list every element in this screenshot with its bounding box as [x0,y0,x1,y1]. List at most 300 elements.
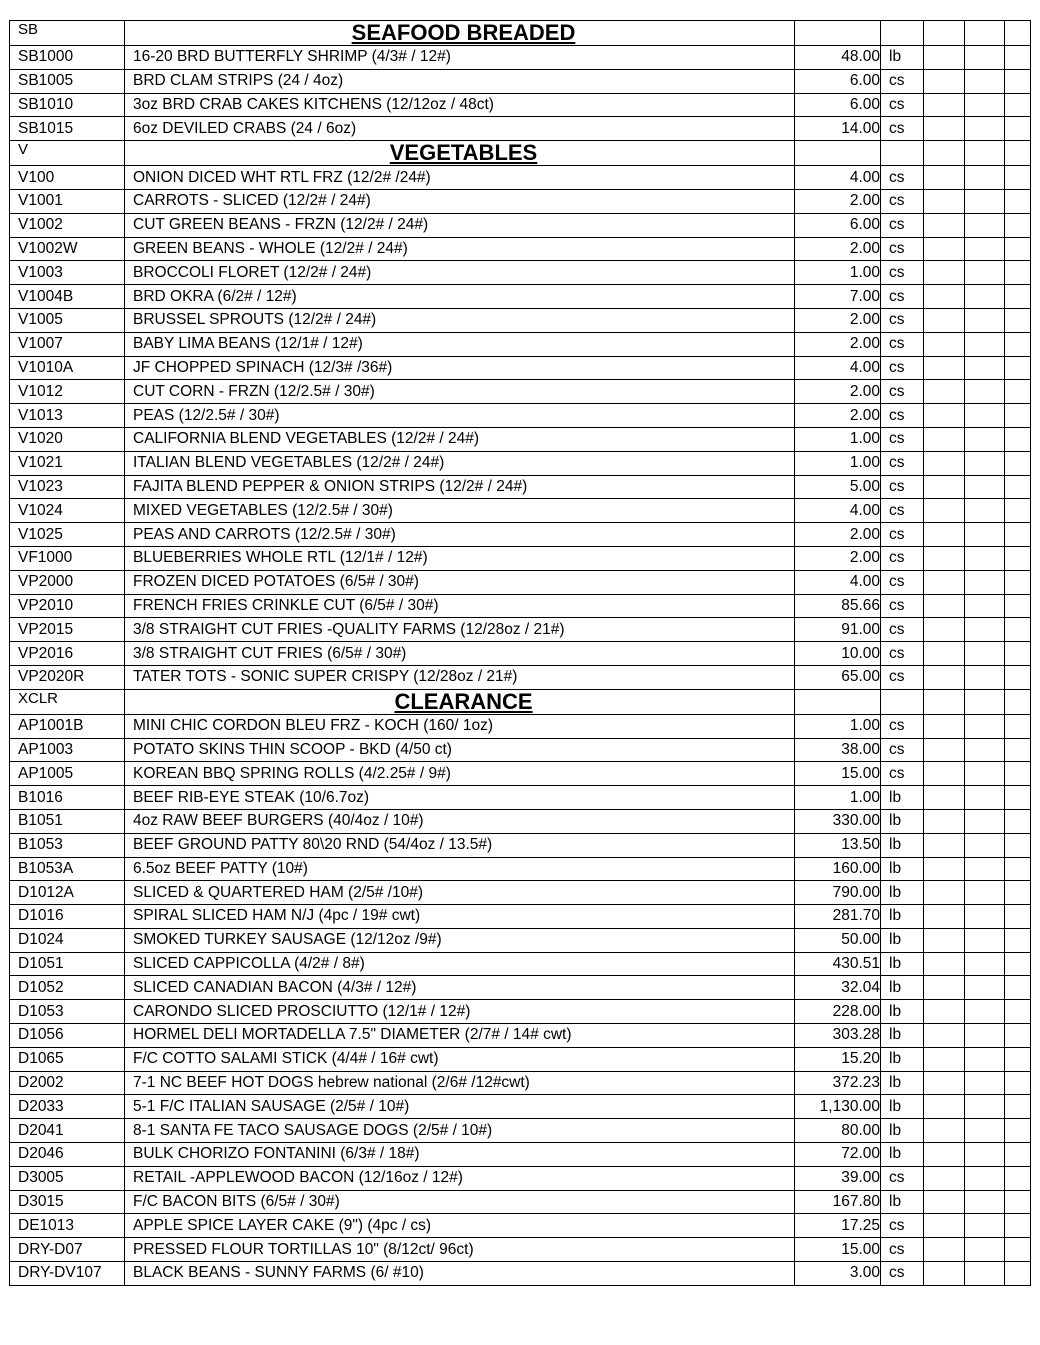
extra-column-2-cell [965,1143,1005,1167]
item-unit: cs [881,332,924,356]
item-description: CARONDO SLICED PROSCIUTTO (12/1# / 12#) [125,1000,795,1024]
item-code: V1005 [10,308,125,332]
extra-column-2-cell [965,618,1005,642]
extra-column-1-cell [924,1166,965,1190]
item-code: V1003 [10,261,125,285]
item-description: FROZEN DICED POTATOES (6/5# / 30#) [125,570,795,594]
table-row [10,93,1031,117]
item-description: PEAS (12/2.5# / 30#) [125,404,795,428]
extra-column-3-cell [1005,618,1031,642]
item-price: 38.00 [795,738,881,762]
table-row [10,1000,1031,1024]
item-code: VP2000 [10,570,125,594]
extra-column-3-cell [1005,1190,1031,1214]
item-code: V1001 [10,189,125,213]
table-row [10,881,1031,905]
extra-column-2-cell [965,141,1005,166]
extra-column-1-cell [924,857,965,881]
item-unit: cs [881,665,924,689]
extra-column-3-cell [1005,1024,1031,1048]
item-unit: cs [881,618,924,642]
extra-column-2-cell [965,1166,1005,1190]
item-description: SLICED CANADIAN BACON (4/3# / 12#) [125,976,795,1000]
extra-column-1-cell [924,1000,965,1024]
item-code: D1024 [10,928,125,952]
table-row [10,475,1031,499]
extra-column-3-cell [1005,928,1031,952]
item-price: 1,130.00 [795,1095,881,1119]
extra-column-1-cell [924,189,965,213]
extra-column-3-cell [1005,21,1031,46]
table-row [10,928,1031,952]
table-row [10,738,1031,762]
extra-column-3-cell [1005,69,1031,93]
extra-column-2-cell [965,237,1005,261]
extra-column-3-cell [1005,1071,1031,1095]
extra-column-3-cell [1005,738,1031,762]
item-code: DRY-D07 [10,1238,125,1262]
extra-column-1-cell [924,356,965,380]
item-description: BLUEBERRIES WHOLE RTL (12/1# / 12#) [125,546,795,570]
item-price: 32.04 [795,976,881,1000]
item-description: 3/8 STRAIGHT CUT FRIES -QUALITY FARMS (12/28oz / 21#) [125,618,795,642]
item-code: AP1001B [10,714,125,738]
item-code: V100 [10,166,125,190]
item-description: 5-1 F/C ITALIAN SAUSAGE (2/5# / 10#) [125,1095,795,1119]
item-price: 6.00 [795,93,881,117]
extra-column-1-cell [924,665,965,689]
extra-column-2-cell [965,833,1005,857]
extra-column-3-cell [1005,166,1031,190]
extra-column-2-cell [965,356,1005,380]
item-unit: cs [881,1262,924,1286]
item-unit: cs [881,475,924,499]
item-description: BEEF GROUND PATTY 80\20 RND (54/4oz / 13.5#) [125,833,795,857]
table-row [10,905,1031,929]
table-row [10,665,1031,689]
extra-column-3-cell [1005,546,1031,570]
extra-column-2-cell [965,928,1005,952]
item-code: V1012 [10,380,125,404]
item-description: POTATO SKINS THIN SCOOP - BKD (4/50 ct) [125,738,795,762]
extra-column-2-cell [965,427,1005,451]
extra-column-1-cell [924,1071,965,1095]
extra-column-3-cell [1005,117,1031,141]
extra-column-1-cell [924,618,965,642]
table-row [10,1119,1031,1143]
extra-column-1-cell [924,1119,965,1143]
item-description: BABY LIMA BEANS (12/1# / 12#) [125,332,795,356]
item-code: SB1005 [10,69,125,93]
item-price: 2.00 [795,404,881,428]
extra-column-1-cell [924,881,965,905]
item-price: 790.00 [795,881,881,905]
table-row [10,1143,1031,1167]
table-row [10,1190,1031,1214]
table-row [10,1238,1031,1262]
extra-column-2-cell [965,308,1005,332]
table-row [10,570,1031,594]
extra-column-3-cell [1005,93,1031,117]
item-price: 15.00 [795,1238,881,1262]
extra-column-2-cell [965,762,1005,786]
extra-column-3-cell [1005,380,1031,404]
extra-column-2-cell [965,714,1005,738]
item-description: SPIRAL SLICED HAM N/J (4pc / 19# cwt) [125,905,795,929]
item-unit: lb [881,905,924,929]
extra-column-3-cell [1005,499,1031,523]
extra-column-1-cell [924,689,965,714]
item-price: 2.00 [795,237,881,261]
item-price: 1.00 [795,451,881,475]
extra-column-3-cell [1005,809,1031,833]
item-description: 6.5oz BEEF PATTY (10#) [125,857,795,881]
extra-column-3-cell [1005,427,1031,451]
extra-column-1-cell [924,285,965,309]
item-unit: cs [881,714,924,738]
item-unit: cs [881,166,924,190]
item-code: D2033 [10,1095,125,1119]
extra-column-3-cell [1005,833,1031,857]
item-unit: lb [881,786,924,810]
item-description: 3/8 STRAIGHT CUT FRIES (6/5# / 30#) [125,642,795,666]
extra-column-2-cell [965,1024,1005,1048]
item-description: BROCCOLI FLORET (12/2# / 24#) [125,261,795,285]
table-row [10,1024,1031,1048]
item-code: D1056 [10,1024,125,1048]
section-title: VEGETABLES [125,141,795,166]
table-row [10,546,1031,570]
item-unit: cs [881,738,924,762]
extra-column-1-cell [924,141,965,166]
extra-column-1-cell [924,427,965,451]
extra-column-1-cell [924,952,965,976]
item-unit: lb [881,1071,924,1095]
extra-column-2-cell [965,189,1005,213]
extra-column-3-cell [1005,642,1031,666]
item-code: D3005 [10,1166,125,1190]
item-code: V1025 [10,523,125,547]
item-code: B1051 [10,809,125,833]
item-price: 10.00 [795,642,881,666]
extra-column-2-cell [965,570,1005,594]
item-description: 7-1 NC BEEF HOT DOGS hebrew national (2/6# /12#cwt) [125,1071,795,1095]
item-price: 2.00 [795,189,881,213]
table-row [10,189,1031,213]
item-code: V1002W [10,237,125,261]
item-unit: lb [881,928,924,952]
extra-column-3-cell [1005,261,1031,285]
item-code: VP2020R [10,665,125,689]
item-code: SB1010 [10,93,125,117]
extra-column-2-cell [965,451,1005,475]
item-price: 228.00 [795,1000,881,1024]
item-description: CARROTS - SLICED (12/2# / 24#) [125,189,795,213]
item-code: V1007 [10,332,125,356]
extra-column-1-cell [924,166,965,190]
item-unit: cs [881,594,924,618]
extra-column-2-cell [965,786,1005,810]
item-unit: cs [881,261,924,285]
extra-column-1-cell [924,976,965,1000]
extra-column-3-cell [1005,857,1031,881]
extra-column-1-cell [924,738,965,762]
item-description: FAJITA BLEND PEPPER & ONION STRIPS (12/2# / 24#) [125,475,795,499]
extra-column-3-cell [1005,1143,1031,1167]
extra-column-1-cell [924,786,965,810]
item-unit: cs [881,237,924,261]
item-unit: cs [881,427,924,451]
extra-column-2-cell [965,21,1005,46]
extra-column-3-cell [1005,976,1031,1000]
table-row [10,1214,1031,1238]
item-unit: lb [881,881,924,905]
item-price: 1.00 [795,786,881,810]
item-code: V1002 [10,213,125,237]
item-price: 430.51 [795,952,881,976]
item-price: 80.00 [795,1119,881,1143]
item-description: 16-20 BRD BUTTERFLY SHRIMP (4/3# / 12#) [125,46,795,70]
extra-column-2-cell [965,332,1005,356]
extra-column-1-cell [924,546,965,570]
extra-column-1-cell [924,117,965,141]
item-unit: cs [881,546,924,570]
item-price: 72.00 [795,1143,881,1167]
extra-column-2-cell [965,380,1005,404]
extra-column-3-cell [1005,213,1031,237]
item-price: 6.00 [795,69,881,93]
item-code: D1053 [10,1000,125,1024]
extra-column-1-cell [924,594,965,618]
item-unit: lb [881,952,924,976]
item-unit: cs [881,285,924,309]
extra-column-2-cell [965,117,1005,141]
item-price: 65.00 [795,665,881,689]
extra-column-3-cell [1005,1047,1031,1071]
item-code: D1065 [10,1047,125,1071]
table-row [10,762,1031,786]
item-price: 2.00 [795,380,881,404]
extra-column-2-cell [965,881,1005,905]
extra-column-2-cell [965,594,1005,618]
table-row [10,285,1031,309]
item-code: B1053 [10,833,125,857]
item-description: GREEN BEANS - WHOLE (12/2# / 24#) [125,237,795,261]
item-description: ITALIAN BLEND VEGETABLES (12/2# / 24#) [125,451,795,475]
item-code: V1004B [10,285,125,309]
item-description: CUT GREEN BEANS - FRZN (12/2# / 24#) [125,213,795,237]
item-unit: lb [881,1047,924,1071]
extra-column-1-cell [924,21,965,46]
extra-column-2-cell [965,738,1005,762]
unit-cell [881,21,924,46]
extra-column-2-cell [965,1047,1005,1071]
extra-column-1-cell [924,642,965,666]
extra-column-3-cell [1005,404,1031,428]
item-description: SLICED CAPPICOLLA (4/2# / 8#) [125,952,795,976]
price-cell [795,21,881,46]
extra-column-2-cell [965,213,1005,237]
extra-column-3-cell [1005,762,1031,786]
item-unit: cs [881,404,924,428]
table-row [10,380,1031,404]
item-code: D2002 [10,1071,125,1095]
item-price: 5.00 [795,475,881,499]
extra-column-2-cell [965,1214,1005,1238]
item-price: 372.23 [795,1071,881,1095]
extra-column-3-cell [1005,475,1031,499]
extra-column-2-cell [965,93,1005,117]
item-unit: cs [881,1238,924,1262]
extra-column-3-cell [1005,1166,1031,1190]
item-price: 15.20 [795,1047,881,1071]
extra-column-3-cell [1005,308,1031,332]
extra-column-2-cell [965,166,1005,190]
item-code: V1010A [10,356,125,380]
extra-column-3-cell [1005,1119,1031,1143]
table-row [10,618,1031,642]
item-price: 6.00 [795,213,881,237]
extra-column-2-cell [965,905,1005,929]
item-code: V1020 [10,427,125,451]
item-code: VF1000 [10,546,125,570]
item-code: B1016 [10,786,125,810]
item-unit: lb [881,1000,924,1024]
item-unit: cs [881,308,924,332]
extra-column-3-cell [1005,1238,1031,1262]
extra-column-1-cell [924,404,965,428]
item-price: 167.80 [795,1190,881,1214]
item-code: D1012A [10,881,125,905]
item-code: VP2015 [10,618,125,642]
extra-column-2-cell [965,642,1005,666]
extra-column-3-cell [1005,189,1031,213]
extra-column-1-cell [924,499,965,523]
extra-column-3-cell [1005,451,1031,475]
item-price: 91.00 [795,618,881,642]
item-description: BULK CHORIZO FONTANINI (6/3# / 18#) [125,1143,795,1167]
item-price: 85.66 [795,594,881,618]
extra-column-1-cell [924,570,965,594]
extra-column-1-cell [924,475,965,499]
item-price: 4.00 [795,356,881,380]
item-unit: lb [881,976,924,1000]
item-price: 4.00 [795,499,881,523]
item-unit: cs [881,499,924,523]
item-price: 48.00 [795,46,881,70]
item-unit: cs [881,380,924,404]
table-row [10,642,1031,666]
section-header-row [10,21,1031,46]
extra-column-1-cell [924,1095,965,1119]
item-description: 3oz BRD CRAB CAKES KITCHENS (12/12oz / 48ct) [125,93,795,117]
table-row [10,952,1031,976]
item-price: 13.50 [795,833,881,857]
extra-column-3-cell [1005,1214,1031,1238]
extra-column-2-cell [965,665,1005,689]
extra-column-1-cell [924,905,965,929]
item-description: MIXED VEGETABLES (12/2.5# / 30#) [125,499,795,523]
extra-column-2-cell [965,952,1005,976]
item-code: SB1015 [10,117,125,141]
item-unit: cs [881,1214,924,1238]
extra-column-2-cell [965,261,1005,285]
item-description: RETAIL -APPLEWOOD BACON (12/16oz / 12#) [125,1166,795,1190]
item-unit: cs [881,69,924,93]
item-description: SMOKED TURKEY SAUSAGE (12/12oz /9#) [125,928,795,952]
extra-column-1-cell [924,451,965,475]
extra-column-1-cell [924,46,965,70]
table-row [10,237,1031,261]
item-code: D1016 [10,905,125,929]
extra-column-2-cell [965,689,1005,714]
extra-column-3-cell [1005,356,1031,380]
extra-column-3-cell [1005,594,1031,618]
extra-column-3-cell [1005,1095,1031,1119]
item-code: D3015 [10,1190,125,1214]
extra-column-1-cell [924,762,965,786]
extra-column-1-cell [924,237,965,261]
item-description: PEAS AND CARROTS (12/2.5# / 30#) [125,523,795,547]
section-title: SEAFOOD BREADED [125,21,795,46]
extra-column-3-cell [1005,332,1031,356]
item-price: 2.00 [795,308,881,332]
section-header-row [10,141,1031,166]
item-unit: lb [881,1095,924,1119]
extra-column-2-cell [965,499,1005,523]
item-code: VP2010 [10,594,125,618]
item-price: 303.28 [795,1024,881,1048]
extra-column-2-cell [965,546,1005,570]
item-price: 281.70 [795,905,881,929]
table-row [10,833,1031,857]
item-description: 6oz DEVILED CRABS (24 / 6oz) [125,117,795,141]
item-description: F/C BACON BITS (6/5# / 30#) [125,1190,795,1214]
item-price: 1.00 [795,714,881,738]
extra-column-1-cell [924,1262,965,1286]
item-price: 4.00 [795,570,881,594]
extra-column-1-cell [924,332,965,356]
item-description: BEEF RIB-EYE STEAK (10/6.7oz) [125,786,795,810]
item-unit: cs [881,189,924,213]
extra-column-1-cell [924,1047,965,1071]
item-unit: cs [881,642,924,666]
item-unit: lb [881,46,924,70]
unit-cell [881,141,924,166]
extra-column-1-cell [924,523,965,547]
unit-cell [881,689,924,714]
extra-column-1-cell [924,1238,965,1262]
table-row [10,714,1031,738]
extra-column-3-cell [1005,523,1031,547]
extra-column-2-cell [965,809,1005,833]
item-description: BLACK BEANS - SUNNY FARMS (6/ #10) [125,1262,795,1286]
extra-column-3-cell [1005,1000,1031,1024]
extra-column-3-cell [1005,714,1031,738]
extra-column-2-cell [965,285,1005,309]
item-code: D1052 [10,976,125,1000]
item-description: HORMEL DELI MORTADELLA 7.5" DIAMETER (2/7# / 14# cwt) [125,1024,795,1048]
item-description: APPLE SPICE LAYER CAKE (9") (4pc / cs) [125,1214,795,1238]
item-description: F/C COTTO SALAMI STICK (4/4# / 16# cwt) [125,1047,795,1071]
item-description: ONION DICED WHT RTL FRZ (12/2# /24#) [125,166,795,190]
table-row [10,166,1031,190]
item-price: 3.00 [795,1262,881,1286]
item-description: MINI CHIC CORDON BLEU FRZ - KOCH (160/ 1oz) [125,714,795,738]
extra-column-1-cell [924,1143,965,1167]
extra-column-1-cell [924,308,965,332]
item-code: D2041 [10,1119,125,1143]
